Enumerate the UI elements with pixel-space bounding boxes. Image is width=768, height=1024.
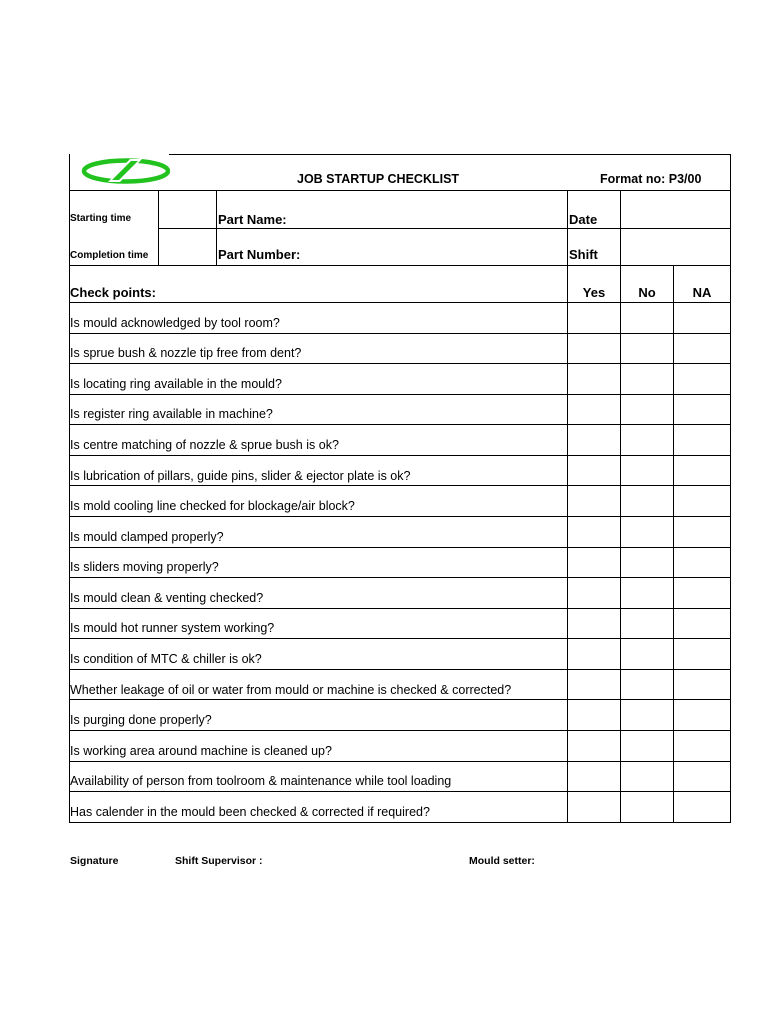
checkpoint-question: Has calender in the mould been checked & corrected if required?	[70, 805, 430, 819]
check-points-header: Check points:	[70, 285, 156, 300]
company-logo-icon	[80, 158, 170, 184]
starting-time-field[interactable]	[159, 191, 216, 228]
starting-time-label: Starting time	[70, 213, 132, 224]
yes-column-header: Yes	[582, 285, 606, 300]
checkpoint-question: Is working area around machine is cleaned up?	[70, 744, 332, 758]
format-number: Format no: P3/00	[600, 172, 702, 186]
checkpoint-question: Is lubrication of pillars, guide pins, slider & ejector plate is ok?	[70, 469, 411, 483]
checklist-title: JOB STARTUP CHECKLIST	[297, 172, 460, 186]
completion-time-field[interactable]	[159, 229, 216, 265]
part-number-label: Part Number:	[218, 247, 301, 262]
checkpoint-question: Is sliders moving properly?	[70, 560, 219, 574]
checklist-sheet	[69, 154, 731, 823]
shift-field[interactable]	[621, 229, 730, 265]
checkpoint-question: Is mold cooling line checked for blockage/air block?	[70, 499, 355, 513]
checkpoint-question: Is mould clamped properly?	[70, 530, 224, 544]
checkpoint-question: Is sprue bush & nozzle tip free from dent?	[70, 346, 302, 360]
date-label: Date	[569, 212, 598, 227]
checkpoint-question: Is mould acknowledged by tool room?	[70, 316, 280, 330]
mould-setter-label: Mould setter:	[469, 855, 535, 867]
signature-label: Signature	[70, 855, 119, 867]
date-field[interactable]	[621, 191, 730, 228]
checkpoint-question: Is condition of MTC & chiller is ok?	[70, 652, 262, 666]
checkpoint-question: Is register ring available in machine?	[70, 407, 273, 421]
part-name-label: Part Name:	[218, 212, 287, 227]
completion-time-label: Completion time	[70, 250, 149, 261]
checkpoint-question: Is purging done properly?	[70, 713, 212, 727]
checkpoint-question: Availability of person from toolroom & maintenance while tool loading	[70, 774, 452, 788]
na-column-header: NA	[692, 285, 712, 300]
checkpoint-question: Is mould hot runner system working?	[70, 621, 275, 635]
checkpoint-question: Is centre matching of nozzle & sprue bush is ok?	[70, 438, 339, 452]
shift-supervisor-label: Shift Supervisor :	[175, 855, 263, 867]
no-column-header: No	[638, 285, 656, 300]
shift-label: Shift	[569, 247, 598, 262]
checkpoint-question: Is mould clean & venting checked?	[70, 591, 264, 605]
checkpoint-question: Is locating ring available in the mould?	[70, 377, 282, 391]
checkpoint-question: Whether leakage of oil or water from mould or machine is checked & corrected?	[70, 683, 512, 697]
